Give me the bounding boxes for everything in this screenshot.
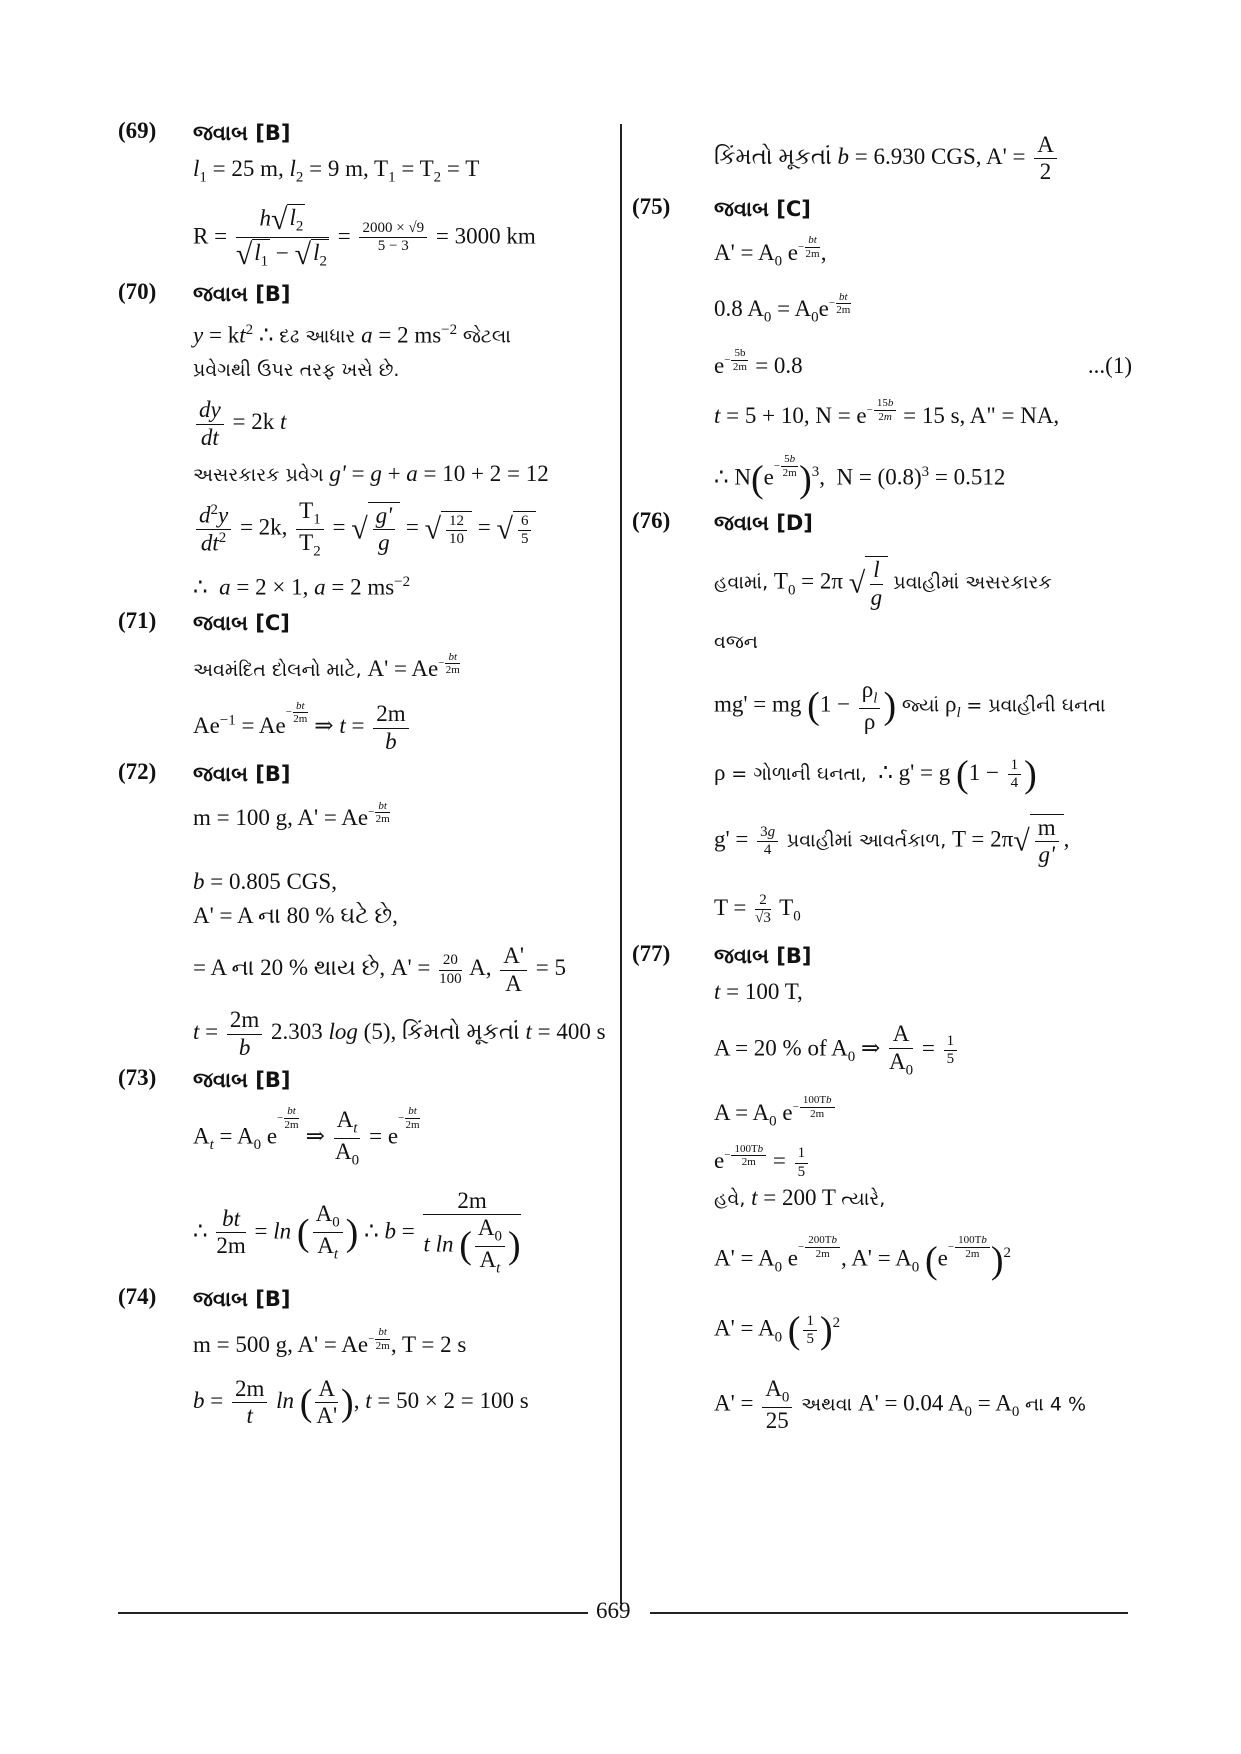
column-divider — [620, 124, 622, 1604]
answer-option: [B] — [255, 1067, 291, 1092]
equation: $A_t = A_0$ e− $\frac{bt}{2m}$ ⇒ $\frac{A_t}{A_0}$ = e− $\frac{bt}{2m}$ — [193, 1105, 420, 1169]
question-number: (70) — [118, 278, 157, 304]
equation: ρ = ગોળાની ઘનતા, ∴ g' = g (1 − $\frac{1}{4}$ ) — [714, 753, 1037, 796]
equation: $A' = A_0$ e− $\frac{bt}{2m}$ , — [714, 234, 827, 270]
equation: t = 100 T, — [714, 979, 803, 1005]
equation: b = $\frac{2m}{t}$ ln ( $\frac{A}{A'}$ ), t = 50 × 2 = 100 s — [193, 1375, 529, 1428]
equation: e− $\frac{100Tb}{2m}$ = $\frac{1}{5}$ — [714, 1144, 1132, 1180]
equation: mg' = mg (1 − $\frac{\rho_l}{\rho}$ ) જ્યાં $\rho_l$ = પ્રવાહીની ઘનતા — [714, 677, 1106, 735]
question-72 — [118, 759, 618, 1061]
answer-option: [B] — [255, 1286, 291, 1311]
answer-option: [B] — [776, 944, 812, 969]
question-69 — [118, 118, 618, 273]
question-number: (74) — [118, 1283, 157, 1309]
equation: A = 20 % of $A_0$ ⇒ $\frac{A}{A_0}$ = $\frac{1}{5}$ — [714, 1021, 1132, 1079]
answer-label: જવાબ — [193, 281, 248, 306]
equation: ∴ $\frac{bt}{2m}$ = ln ( $\frac{A_0}{A_t}$ ) ∴ b = 2m t ln ( $\frac{A_0}{A_t}$ ) — [193, 1187, 521, 1277]
equation: 0.8 $A_0 = A_0e-$ $\frac{bt}{2m}$ — [714, 290, 851, 327]
question-number: (69) — [118, 118, 157, 143]
equation: ∴ a = 2 × 1, a = 2 $ms^{-2}$ — [193, 573, 411, 600]
equation: e− $\frac{5b}{2m}$ = 0.8 ...(1) — [714, 347, 1132, 379]
equation: $l_1 = 25$ m, $l_2 = 9$ m, $T_1 = T_2 = T$ — [193, 156, 480, 186]
answer-option: [C] — [776, 196, 811, 221]
equation: = A ના 20 % થાય છે, A' = $\frac{20}{100}$ A, $\frac{A'}{A}$ = 5 — [193, 943, 566, 996]
equation: ∴ N(e− $\frac{5b}{2m}$ )$^3$, $N = (0.8)^3 = 0.512$ — [714, 453, 1006, 501]
question-77 — [632, 941, 1132, 1434]
equation: t = 5 + 10, N = e− $\frac{15b}{2m}$ = 15 s, A" = NA, — [714, 397, 1060, 429]
question-75 — [632, 193, 1132, 501]
right-column — [632, 118, 1132, 1434]
question-71 — [118, 608, 618, 755]
equation: હવે, t = 200 T ત્યારે, — [714, 1184, 886, 1210]
answer-option: [C] — [255, 611, 290, 636]
question-73 — [118, 1065, 618, 1278]
answer-label: જવાબ — [714, 944, 769, 969]
equation: કિંમતો મૂકતાં b = 6.930 CGS, A' = $\frac{A}{2}$ — [714, 132, 1132, 186]
text-line: $y = kt^2$ ∴ દઢ આધાર a = 2 $ms^{-2}$ જેટલા — [193, 321, 511, 348]
answer-option: [D] — [776, 511, 813, 536]
equation: R = $\frac{h√l_2}{√l_1 - √l_2}$ = $\frac{2000 \times √9}{5 - 3}$ = 3000 km — [193, 202, 536, 272]
answer-option: [B] — [255, 281, 291, 306]
answer-option: [B] — [255, 121, 291, 145]
question-number: (73) — [118, 1064, 157, 1090]
equation: હવામાં, $T_0 = 2\pi$ √ $\frac{l}{g}$ પ્રવાહીમાં અસરકારક — [714, 557, 1052, 610]
equation: $Ae^{-1} = Ae-$ $\frac{bt}{2m}$ ⇒ t = $\frac{2m}{b}$ — [193, 701, 618, 755]
question-number: (76) — [632, 508, 671, 534]
answer-option: [B] — [255, 762, 291, 787]
question-number: (77) — [632, 941, 671, 967]
answer-label: જવાબ — [193, 1286, 248, 1311]
equation: A' = $\frac{A_0}{25}$ અથવા A' = 0.04 $A_0 = A_0$ ના 4 % — [714, 1376, 1087, 1434]
equation: $A = A_0$ e− $\frac{100Tb}{2m}$ — [714, 1096, 1132, 1139]
question-number: (72) — [118, 759, 157, 785]
equation: g' = $\frac{3g}{4}$ પ્રવાહીમાં આવર્તકાળ, T = 2π√ $\frac{m}{g'}$ , — [714, 815, 1070, 868]
answer-label: જવાબ — [714, 511, 769, 536]
answer-label: જવાબ — [193, 762, 248, 787]
answer-label: જવાબ — [714, 196, 769, 221]
text-line: A' = A ના 80 % ઘટે છે, — [193, 903, 398, 929]
left-column — [118, 118, 618, 1429]
page-number: 669 — [596, 1598, 631, 1623]
answer-label: જવાબ — [193, 611, 248, 636]
equation: $A' = A_0$ ( $\frac{1}{5}$ )$^2$ — [714, 1309, 841, 1352]
equation: $A' = A_0$ e− $\frac{200Tb}{2m}$ , $A' = A_0$ (e− $\frac{100Tb}{2m}$ )$^2$ — [714, 1234, 1011, 1282]
question-number: (75) — [632, 193, 671, 219]
equation: m = 500 g, A' = Ae− $\frac{bt}{2m}$ , T = 2 s — [193, 1325, 467, 1357]
equation: અસરકારક પ્રવેગ g' = g + a = 10 + 2 = 12 — [193, 461, 549, 487]
equation: m = 100 g, A' = Ae− $\frac{bt}{2m}$ — [193, 799, 390, 831]
answer-label: જવાબ — [193, 1067, 248, 1092]
question-76 — [632, 508, 1132, 933]
footer-rule-right — [650, 1612, 1128, 1614]
equation: T = $\frac{2}{√3}$ $T_0$ — [714, 891, 801, 927]
text-line: પ્રવેગથી ઉપર તરફ ખસે છે. — [193, 359, 400, 382]
text-line: વજન — [714, 631, 758, 654]
equation: $\frac{dy}{dt}$ = 2k t — [193, 397, 618, 451]
answer-label: જવાબ — [193, 121, 248, 145]
question-70 — [118, 279, 618, 605]
equation: b = 0.805 CGS, — [193, 869, 337, 895]
equation: અવમંદિત દોલનો માટે, A' = Ae− $\frac{bt}{2m}$ — [193, 650, 460, 682]
footer-rule-left — [118, 1612, 588, 1614]
equation: t = $\frac{2m}{b}$ 2.303 log (5), કિંમતો મૂકતાં t = 400 s — [193, 1007, 606, 1060]
equation: $\frac{d^2y}{dt^2}$ = 2k, $\frac{T_1}{T_2}$ = √ $\frac{g'}{g}$ = √ $\frac{12}{10}$ = √ $\frac{6}{5}$ — [193, 498, 618, 561]
question-number: (71) — [118, 608, 157, 634]
question-74 — [118, 1284, 618, 1430]
